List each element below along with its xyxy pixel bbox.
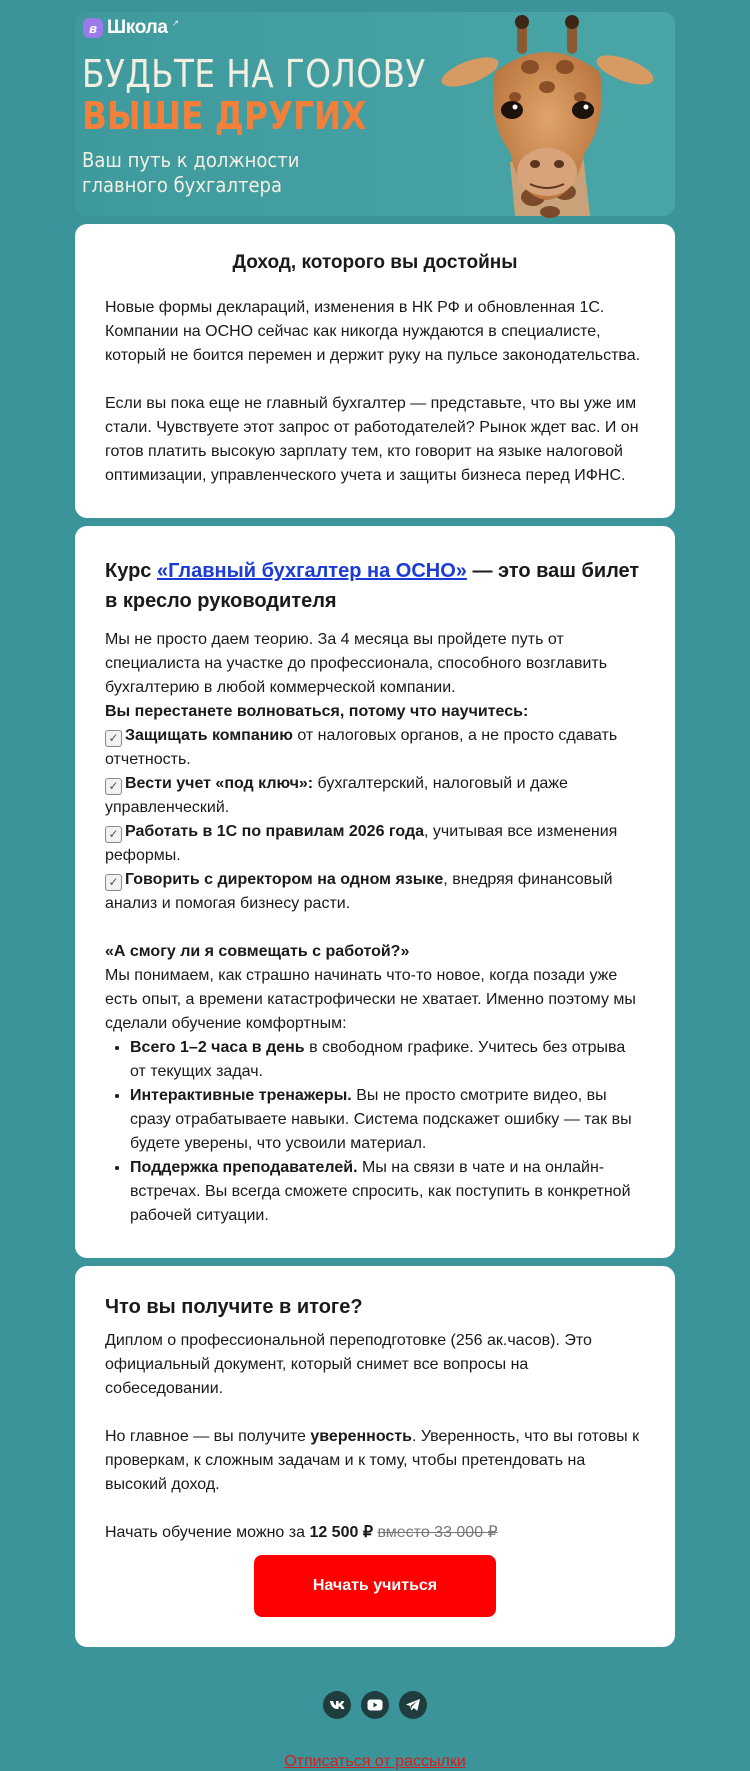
question-heading (105, 940, 645, 964)
result-paragraph-1: Диплом о профессиональной переподготовке (256 ак.часов). Это официальный документ, который снимет все вопросы на собеседовании. (105, 1332, 592, 1397)
skill-item (105, 772, 645, 820)
benefit-bold: Поддержка преподавателей. (130, 1159, 358, 1176)
checkbox-icon: ✓ (105, 730, 122, 747)
benefit-text: в свободном графике. Учитесь без отрыва от текущих задач. (130, 1039, 626, 1080)
course-link[interactable]: «Главный бухгалтер на ОСНО» (156, 560, 467, 582)
hero-banner (75, 12, 675, 216)
skill-text: бухгалтерский, налоговый и даже управленческий. (105, 775, 568, 816)
school-logo[interactable] (83, 17, 179, 39)
skill-bold: Вести учет «под ключ»: (125, 775, 314, 792)
banner-headline-line2: ВЫШЕ ДРУГИХ (82, 94, 367, 138)
logo-text: Школа (107, 17, 168, 38)
benefit-text: Мы на связи в чате и на онлайн-встречах. Вы всегда сможете спросить, как поступить в конкретной рабочей ситуации. (130, 1159, 631, 1224)
course-title-prefix: Курс (105, 560, 157, 582)
youtube-icon[interactable] (361, 1691, 389, 1719)
learn-heading (105, 700, 645, 724)
telegram-icon[interactable] (399, 1691, 427, 1719)
intro-card (75, 224, 675, 518)
giraffe-illustration (415, 12, 675, 216)
checkbox-icon: ✓ (105, 874, 122, 891)
course-card (75, 526, 675, 1258)
unsubscribe-link[interactable]: Отписаться от рассылки (284, 1753, 466, 1770)
logo-mark-icon: в (83, 18, 103, 38)
course-paragraph-2: Мы понимаем, как страшно начинать что-то новое, когда позади уже есть опыт, а времени катастрофически не хватает. Именно поэтому мы сделали обучение комфортным: (105, 967, 636, 1032)
question-text: «А смогу ли я совмещать с работой?» (105, 943, 410, 960)
result-paragraph-2 (105, 1425, 645, 1497)
price-prefix: Начать обучение можно за (105, 1524, 310, 1541)
list-item (130, 1084, 645, 1156)
skill-bold: Защищать компанию (125, 727, 293, 744)
intro-paragraph-1: Новые формы деклараций, изменения в НК РФ и обновленная 1С. Компании на ОСНО сейчас как никогда нуждаются в специалисте, который не боится перемен и держит руку на пульсе законодательства. (105, 299, 641, 364)
result-p2-bold: уверенность (310, 1428, 412, 1445)
course-title (105, 556, 645, 616)
learn-heading-text: Вы перестанете волноваться, потому что научитесь: (105, 703, 529, 720)
result-card (75, 1266, 675, 1647)
skill-item (105, 724, 645, 772)
old-price: вместо 33 000 ₽ (377, 1524, 498, 1541)
external-link-icon: ↗ (171, 17, 180, 28)
current-price: 12 500 ₽ (309, 1524, 373, 1541)
banner-subtitle-line2: главного бухгалтера (82, 173, 282, 197)
list-item (130, 1156, 645, 1228)
price-line (105, 1521, 645, 1545)
vk-icon[interactable] (323, 1691, 351, 1719)
course-paragraph-1: Мы не просто даем теорию. За 4 месяца вы пройдете путь от специалиста на участке до профессионала, способного возглавить бухгалтерию в любой коммерческой компании. (105, 631, 608, 696)
skill-text: , учитывая все изменения реформы. (105, 823, 618, 864)
banner-headline-line1: БУДЬТЕ НА ГОЛОВУ (82, 52, 426, 96)
email-container (75, 0, 675, 1771)
banner-subtitle-line1: Ваш путь к должности (82, 148, 300, 172)
course-title-suffix: — это ваш билет в кресло руководителя (105, 560, 640, 612)
banner-subtitle (82, 148, 299, 198)
start-learning-button[interactable]: Начать учиться (254, 1555, 496, 1617)
benefit-text: Вы не просто смотрите видео, вы сразу отрабатываете навыки. Система подскажет ошибку — так вы будете уверены, что усвоили материал. (130, 1087, 632, 1152)
skill-text: от налоговых органов, а не просто сдавать отчетность. (105, 727, 618, 768)
skill-item (105, 820, 645, 868)
checkbox-icon: ✓ (105, 826, 122, 843)
intro-title: Доход, которого вы достойны (232, 252, 518, 273)
result-title: Что вы получите в итоге? (105, 1296, 363, 1318)
benefit-bold: Интерактивные тренажеры. (130, 1087, 352, 1104)
intro-paragraph-2: Если вы пока еще не главный бухгалтер — представьте, что вы уже им стали. Чувствуете этот запрос от работодателей? Рынок ждет вас. И он готов платить высокую зарплату тем, кто говорит на языке налоговой оптимизации, управленческого учета и защиты бизнеса перед ИФНС. (105, 395, 639, 484)
skill-text: , внедряя финансовый анализ и помогая бизнесу расти. (105, 871, 613, 912)
result-p2-end: . Уверенность, что вы готовы к проверкам, к сложным задачам и к тому, чтобы претендовать на высокий доход. (105, 1428, 640, 1493)
social-links (75, 1691, 675, 1719)
benefits-list (130, 1036, 645, 1228)
skill-bold: Говорить с директором на одном языке (125, 871, 444, 888)
skill-bold: Работать в 1С по правилам 2026 года (125, 823, 424, 840)
checkbox-icon: ✓ (105, 778, 122, 795)
skill-item (105, 868, 645, 916)
footer (75, 1647, 675, 1771)
benefit-bold: Всего 1–2 часа в день (130, 1039, 305, 1056)
result-p2-start: Но главное — вы получите (105, 1428, 311, 1445)
list-item (130, 1036, 645, 1084)
